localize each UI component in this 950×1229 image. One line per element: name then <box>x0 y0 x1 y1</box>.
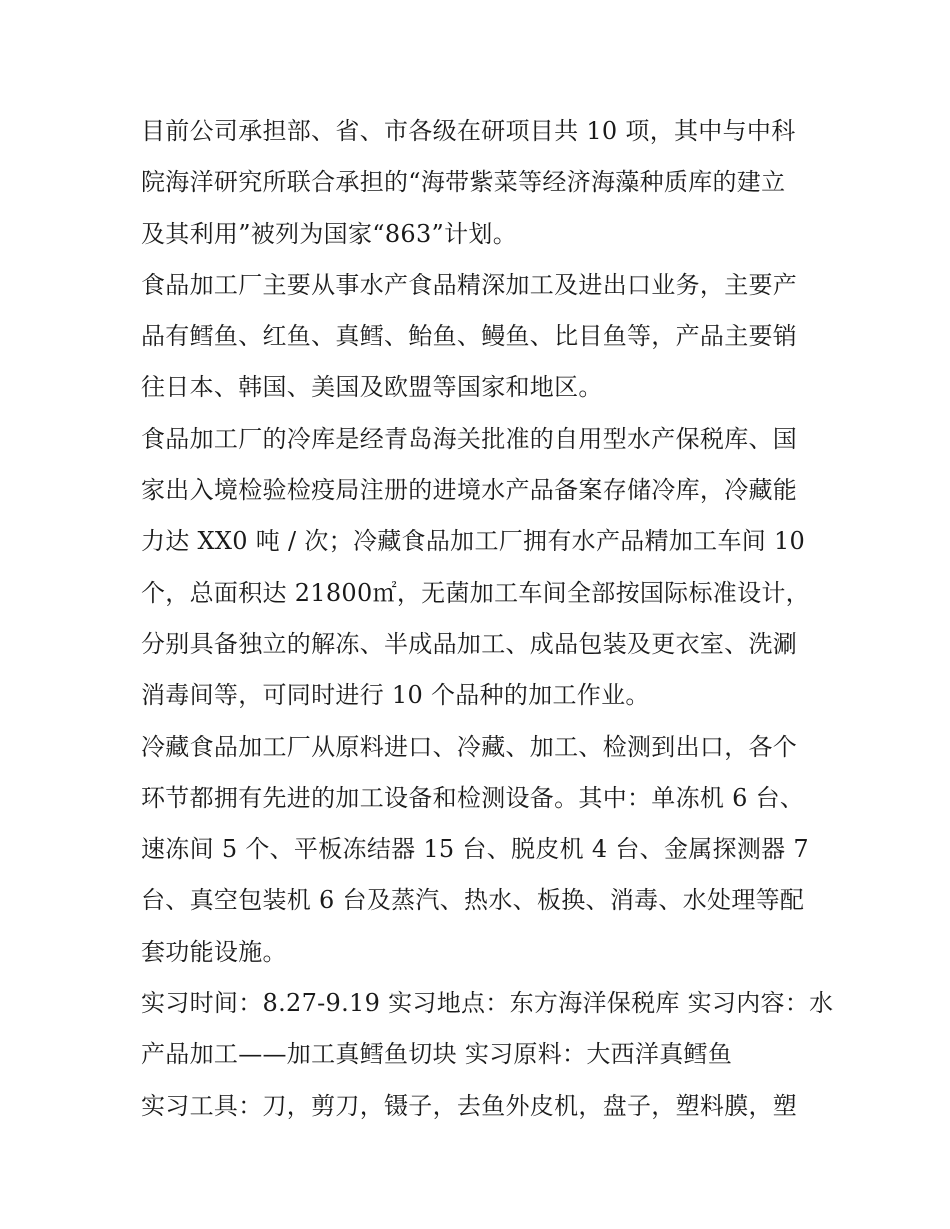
text-line: 套功能设施。 <box>141 937 287 966</box>
text-line: 家出入境检验检疫局注册的进境水产品备案存储冷库，冷藏能 <box>141 476 798 505</box>
text-line: 往日本、韩国、美国及欧盟等国家和地区。 <box>141 373 603 402</box>
text-line: 目前公司承担部、省、市各级在研项目共 10 项，其中与中科 <box>141 117 796 145</box>
text-line: 实习时间：8.27-9.19 实习地点：东方海洋保税库 实习内容：水 <box>141 989 834 1018</box>
text-line: 环节都拥有先进的加工设备和检测设备。其中：单冻机 6 台、 <box>141 783 805 812</box>
text-line: 食品加工厂的冷库是经青岛海关批准的自用型水产保税库、国 <box>141 424 798 453</box>
text-line: 及其利用”被列为国家“863”计划。 <box>141 219 518 248</box>
text-line: 力达 XX0 吨 / 次；冷藏食品加工厂拥有水产品精加工车间 10 <box>141 527 806 556</box>
text-line: 速冻间 5 个、平板冻结器 15 台、脱皮机 4 台、金属探测器 7 <box>141 835 809 864</box>
text-line: 食品加工厂主要从事水产食品精深加工及进出口业务，主要产 <box>141 270 798 299</box>
text-line: 产品加工——加工真鳕鱼切块 实习原料：大西洋真鳕鱼 <box>141 1040 733 1069</box>
document-body <box>141 106 834 1132</box>
text-line: 台、真空包装机 6 台及蒸汽、热水、板换、消毒、水处理等配 <box>141 886 805 915</box>
text-line: 品有鳕鱼、红鱼、真鳕、鲐鱼、鳗鱼、比目鱼等，产品主要销 <box>141 322 798 351</box>
text-line: 实习工具：刀，剪刀，镊子，去鱼外皮机，盘子，塑料膜，塑 <box>141 1091 798 1120</box>
text-line: 个，总面积达 21800㎡，无菌加工车间全部按国际标准设计， <box>141 578 810 607</box>
text-line: 消毒间等，可同时进行 10 个品种的加工作业。 <box>141 681 650 710</box>
text-line: 冷藏食品加工厂从原料进口、冷藏、加工、检测到出口，各个 <box>141 732 798 761</box>
text-line: 分别具备独立的解冻、半成品加工、成品包装及更衣室、洗涮 <box>141 629 798 658</box>
text-line: 院海洋研究所联合承担的“海带紫菜等经济海藻种质库的建立 <box>141 168 786 197</box>
